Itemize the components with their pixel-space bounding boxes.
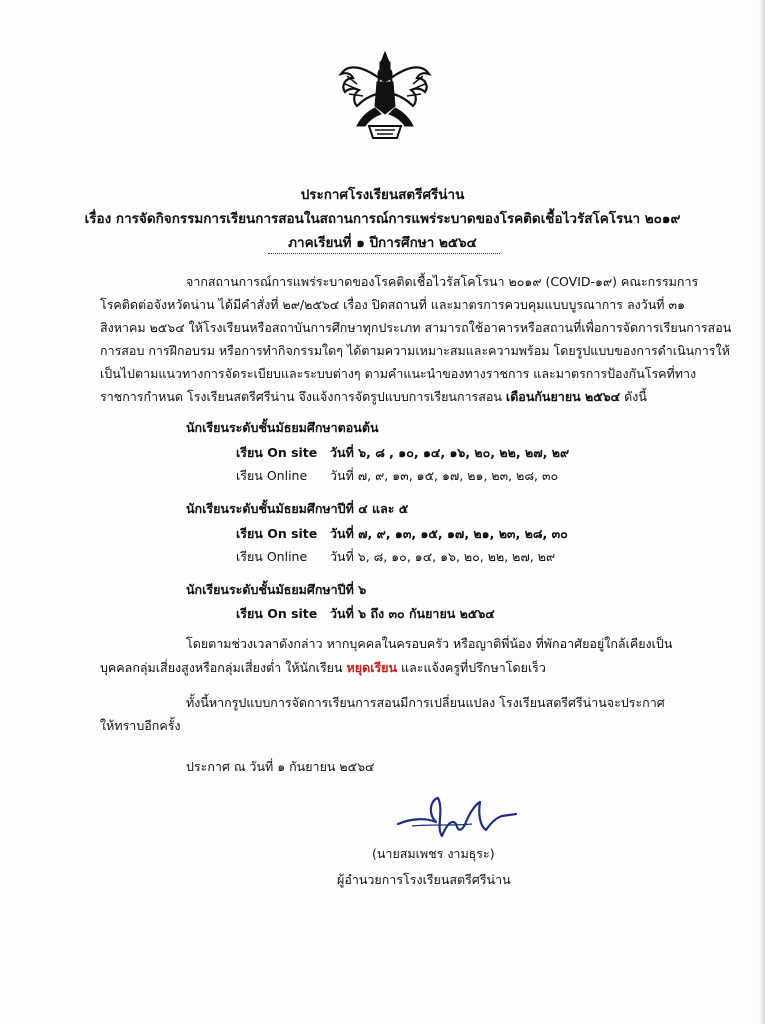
header-divider (268, 253, 500, 254)
schedule-dates: วันที่ ๗, ๙, ๑๓, ๑๕, ๑๗, ๒๑, ๒๓, ๒๘, ๓๐ (330, 526, 568, 541)
schedule-dates: วันที่ ๖, ๘, ๑๐, ๑๔, ๑๖, ๒๐, ๒๒, ๒๗, ๒๙ (330, 549, 556, 564)
announcement-semester: ภาคเรียนที่ ๑ ปีการศึกษา ๒๕๖๔ (288, 235, 477, 251)
body-paragraph-line: เป็นไปตามแนวทางการจัดระเบียบและระบบต่างๆ ตามคำแนะนำของทางราชการ และมาตรการป้องกันโรคที่ทาง (100, 366, 697, 381)
body-paragraph-line: ทั้งนี้หากรูปแบบการจัดการเรียนการสอนมีการเปลี่ยนแปลง โรงเรียนสตรีศรีน่านจะประกาศ (186, 695, 665, 710)
garuda-emblem-icon (335, 48, 435, 148)
schedule-mode: เรียน Online (236, 468, 308, 483)
body-paragraph-line-last (100, 389, 647, 405)
body-paragraph-line: จากสถานการณ์การแพร่ระบาดของโรคติดเชื้อไวรัสโคโรนา ๒๐๑๙ (COVID-๑๙) คณะกรรมการ (186, 274, 699, 289)
group-heading-grade-6: นักเรียนระดับชั้นมัธยมศึกษาปีที่ ๖ (186, 582, 367, 597)
schedule-mode: เรียน On site (236, 606, 318, 621)
schedule-mode: เรียน On site (236, 445, 318, 460)
body-paragraph-line: การสอบ การฝึกอบรม หรือการทำกิจกรรมใดๆ ได้ตามความเหมาะสมและความพร้อม โดยรูปแบบของการดำเนินการให้ (100, 343, 730, 358)
group-heading-grade-4-5: นักเรียนระดับชั้นมัธยมศึกษาปีที่ ๔ และ ๕ (186, 501, 409, 516)
signer-name: (นายสมเพชร งามธุระ) (372, 846, 495, 861)
schedule-dates: วันที่ ๖ ถึง ๓๐ กันยายน ๒๕๖๔ (330, 606, 495, 621)
month-highlight: เดือนกันยายน ๒๕๖๔ (505, 389, 621, 404)
body-paragraph-line: ให้ทราบอีกครั้ง (100, 718, 181, 733)
body-paragraph-text: ราชการกำหนด โรงเรียนสตรีศรีน่าน จึงแจ้งการจัดรูปแบบการเรียนการสอน (100, 389, 502, 404)
announce-date: ประกาศ ณ วันที่ ๑ กันยายน ๒๕๖๔ (186, 759, 375, 774)
schedule-dates: วันที่ ๖, ๘ , ๑๐, ๑๔, ๑๖, ๒๐, ๒๒, ๒๗, ๒๙ (330, 445, 570, 460)
body-paragraph-line: โรคติดต่อจังหวัดน่าน ได้มีคำสั่งที่ ๒๙/๒๕๖๔ เรื่อง ปิดสถานที่ และมาตรการควบคุมแบบบูรณาการ ลงวันที่ ๓๑ (100, 297, 686, 312)
body-paragraph-text: บุคคลกลุ่มเสี่ยงสูงหรือกลุ่มเสี่ยงต่ำ ให้นักเรียน (100, 660, 347, 675)
scan-edge (759, 0, 765, 1024)
body-paragraph-line: สิงหาคม ๒๕๖๔ ให้โรงเรียนหรือสถาบันการศึกษาทุกประเภท สามารถใช้อาคารหรือสถานที่เพื่อการจัดการเรียนการสอน (100, 320, 732, 335)
body-paragraph-line: โดยตามช่วงเวลาดังกล่าว หากบุคคลในครอบครัว หรือญาติพี่น้อง ที่พักอาศัยอยู่ใกล้เคียงเป็น (186, 636, 673, 651)
announcement-title: ประกาศโรงเรียนสตรีศรีน่าน (300, 187, 465, 203)
schedule-mode: เรียน On site (236, 526, 318, 541)
announcement-subject: เรื่อง การจัดกิจกรรมการเรียนการสอนในสถานการณ์การแพร่ระบาดของโรคติดเชื้อไวรัสโคโรนา ๒๐๑๙ (84, 211, 681, 227)
stop-study-highlight: หยุดเรียน (346, 660, 398, 675)
body-paragraph-line (100, 660, 546, 676)
signature-icon (392, 788, 522, 848)
signer-title: ผู้อำนวยการโรงเรียนสตรีศรีน่าน (337, 872, 511, 887)
schedule-mode: เรียน Online (236, 549, 308, 564)
body-paragraph-tail: ดังนี้ (620, 389, 647, 404)
group-heading-lower-secondary: นักเรียนระดับชั้นมัธยมศึกษาตอนต้น (186, 420, 379, 435)
schedule-dates: วันที่ ๗, ๙, ๑๓, ๑๕, ๑๗, ๒๑, ๒๓, ๒๘, ๓๐ (330, 468, 559, 483)
body-paragraph-text: และแจ้งครูที่ปรึกษาโดยเร็ว (397, 660, 546, 675)
